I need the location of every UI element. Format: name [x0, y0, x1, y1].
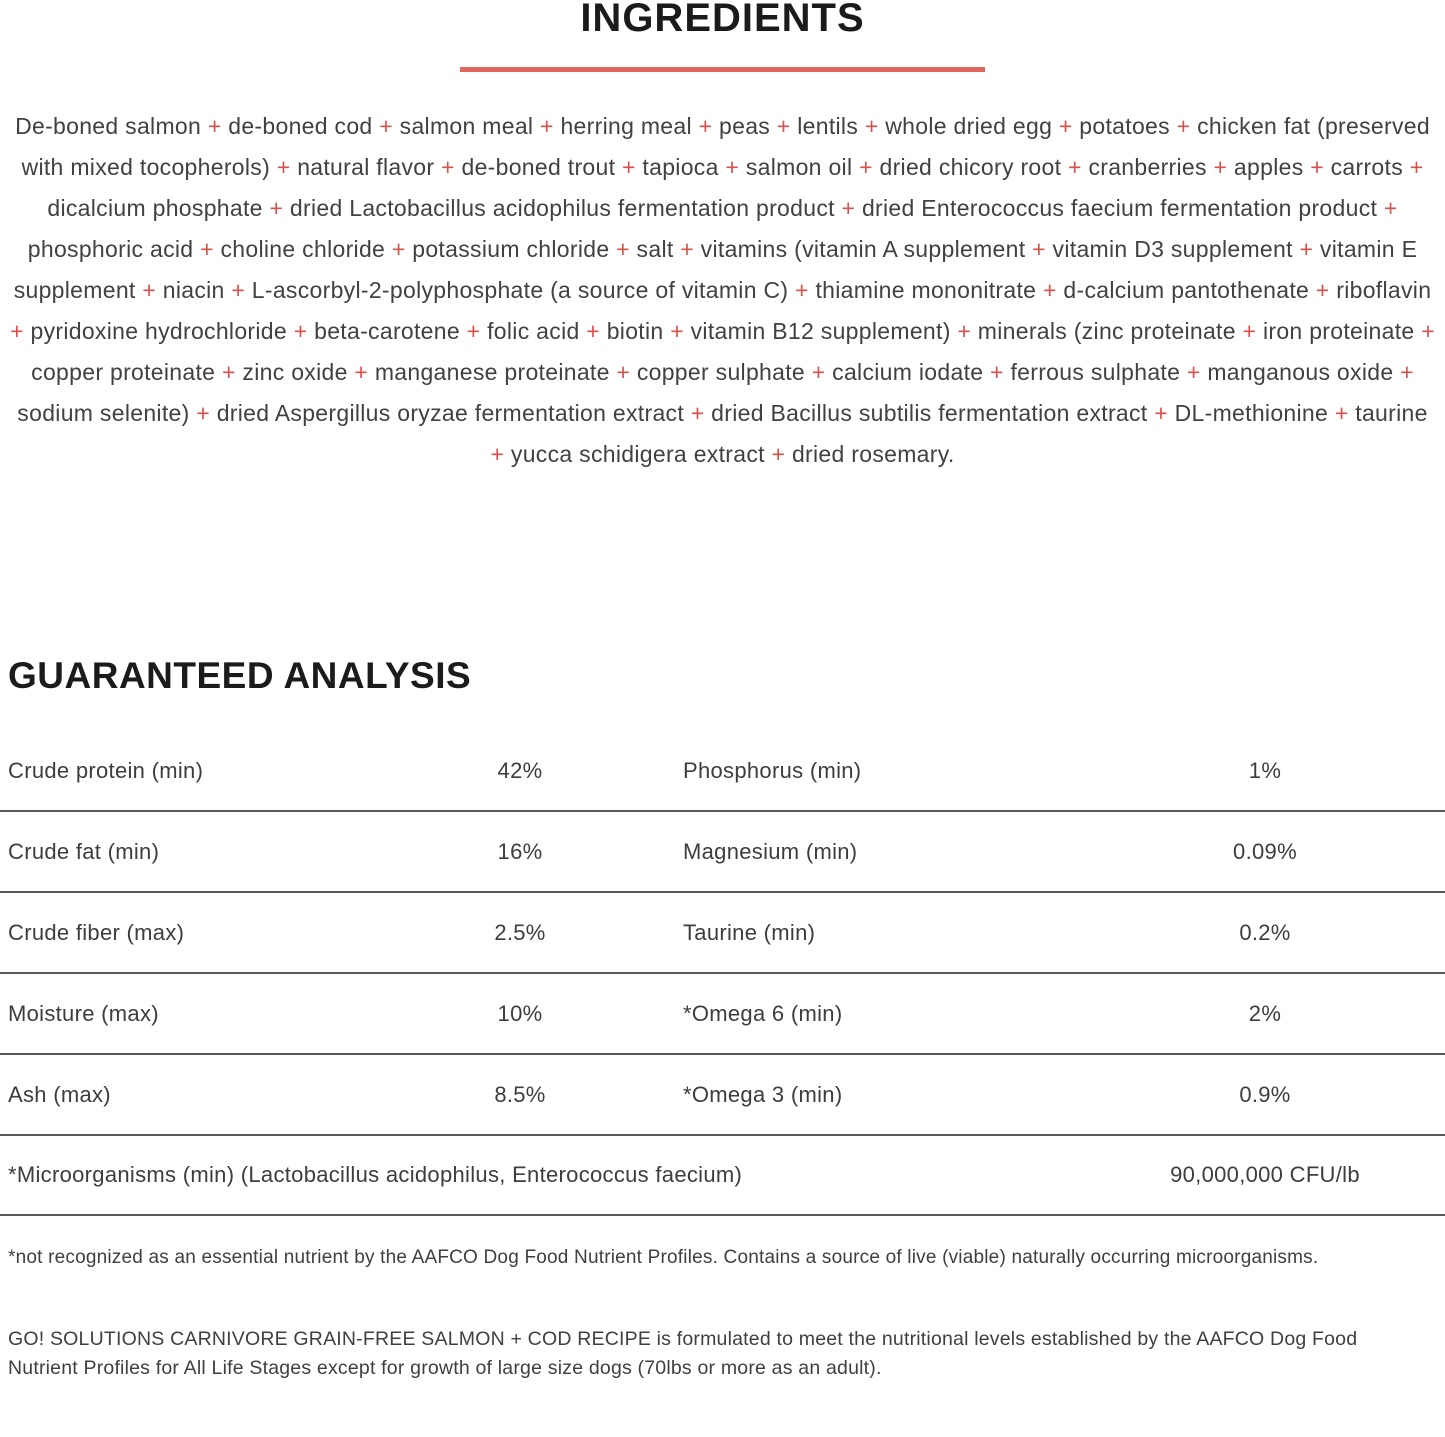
ingredients-section	[0, 0, 1445, 475]
ingredient-item: phosphoric acid	[27, 236, 194, 262]
plus-icon: +	[1180, 359, 1208, 385]
ingredient-item: vitamin B12 supplement)	[690, 318, 951, 344]
plus-icon: +	[215, 359, 243, 385]
plus-icon: +	[579, 318, 607, 344]
plus-icon: +	[1147, 400, 1175, 426]
ingredient-item: apples	[1233, 154, 1304, 180]
plus-icon: +	[1292, 236, 1320, 262]
nutrient-label: Crude fat (min)	[8, 838, 160, 864]
ingredient-item: vitamin D3 supplement	[1052, 236, 1293, 262]
ingredient-item: whole dried egg	[885, 113, 1053, 139]
plus-icon: +	[663, 318, 691, 344]
plus-icon: +	[1206, 154, 1234, 180]
plus-icon: +	[1328, 400, 1356, 426]
plus-icon: +	[1377, 195, 1398, 221]
plus-icon: +	[1036, 277, 1064, 303]
nutrient-label: *Omega 6 (min)	[683, 1000, 843, 1026]
ingredients-title: INGREDIENTS	[580, 0, 865, 40]
ingredient-item: herring meal	[560, 113, 692, 139]
nutrient-label: Magnesium (min)	[683, 838, 858, 864]
ingredient-item: biotin	[606, 318, 664, 344]
table-row	[0, 1055, 1445, 1136]
plus-icon: +	[1309, 277, 1337, 303]
ingredient-item: dried Enterococcus faecium fermentation product	[861, 195, 1378, 221]
ingredient-item: riboflavin	[1336, 277, 1432, 303]
ingredient-item: natural flavor	[297, 154, 435, 180]
plus-icon: +	[459, 318, 488, 344]
nutrient-label: Crude protein (min)	[8, 757, 204, 783]
nutrient-label: *Microorganisms (min) (Lactobacillus acidophilus, Enterococcus faecium)	[8, 1162, 743, 1187]
nutrient-value: 0.2%	[1239, 919, 1291, 945]
ingredient-item: tapioca	[642, 154, 719, 180]
plus-icon: +	[1025, 236, 1053, 262]
plus-icon: +	[1061, 154, 1089, 180]
plus-icon: +	[533, 113, 561, 139]
plus-icon: +	[1393, 359, 1414, 385]
ingredient-item: yucca schidigera extract	[510, 441, 765, 467]
ingredient-item: pyridoxine hydrochloride	[30, 318, 287, 344]
analysis-table-body	[0, 731, 1445, 1136]
ingredient-item: De-boned salmon	[15, 113, 202, 139]
ingredient-item: salt	[636, 236, 674, 262]
table-row	[0, 731, 1445, 812]
ingredient-item: de-boned cod	[228, 113, 373, 139]
nutrient-label: Phosphorus (min)	[683, 757, 862, 783]
plus-icon: +	[609, 359, 637, 385]
ingredient-item: zinc oxide	[242, 359, 348, 385]
microorganisms-row	[0, 1136, 1445, 1216]
nutrient-value: 10%	[497, 1000, 543, 1026]
nutrient-value: 90,000,000 CFU/lb	[1170, 1162, 1360, 1187]
ingredient-item: niacin	[162, 277, 225, 303]
plus-icon: +	[950, 318, 978, 344]
nutrient-value: 8.5%	[494, 1081, 546, 1107]
ingredient-item: DL-methionine	[1174, 400, 1329, 426]
ingredient-item: cranberries	[1088, 154, 1207, 180]
ingredient-item: vitamins (vitamin A supplement	[700, 236, 1026, 262]
table-row	[0, 812, 1445, 893]
plus-icon: +	[691, 113, 720, 139]
ingredients-paragraph	[0, 106, 1445, 475]
plus-icon: +	[834, 195, 862, 221]
nutrient-value: 0.9%	[1239, 1081, 1291, 1107]
ingredient-item: manganous oxide	[1207, 359, 1394, 385]
ingredient-item: vitamin E supplement	[13, 236, 1418, 303]
plus-icon: +	[434, 154, 462, 180]
plus-icon: +	[805, 359, 833, 385]
ingredient-item: copper proteinate	[31, 359, 216, 385]
nutrient-label: *Omega 3 (min)	[683, 1081, 843, 1107]
ingredient-item: taurine	[1355, 400, 1428, 426]
ingredient-item: minerals (zinc proteinate	[977, 318, 1236, 344]
nutrient-label: Taurine (min)	[683, 919, 816, 945]
plus-icon: +	[1403, 154, 1424, 180]
plus-icon: +	[615, 154, 643, 180]
nutrient-value: 1%	[1248, 757, 1282, 783]
ingredient-item: calcium iodate	[832, 359, 984, 385]
plus-icon: +	[1235, 318, 1263, 344]
plus-icon: +	[858, 113, 886, 139]
plus-icon: +	[684, 400, 712, 426]
ingredient-item: thiamine mononitrate	[815, 277, 1037, 303]
ingredient-item: d-calcium pantothenate	[1063, 277, 1310, 303]
nutrient-label: Moisture (max)	[8, 1000, 159, 1026]
plus-icon: +	[135, 277, 163, 303]
plus-icon: +	[1414, 318, 1435, 344]
ingredient-item: iron proteinate	[1262, 318, 1415, 344]
ingredient-item: sodium selenite)	[17, 400, 190, 426]
ingredient-item: manganese proteinate	[374, 359, 610, 385]
analysis-table	[0, 731, 1445, 1216]
ingredient-item: choline chloride	[220, 236, 386, 262]
ingredient-item: dicalcium phosphate	[47, 195, 263, 221]
ingredient-item: copper sulphate	[636, 359, 806, 385]
nutrient-label: Crude fiber (max)	[8, 919, 185, 945]
ingredient-item: carrots	[1330, 154, 1404, 180]
nutrient-value: 0.09%	[1233, 838, 1297, 864]
ingredient-item: salmon oil	[745, 154, 853, 180]
nutrient-label: Ash (max)	[8, 1081, 111, 1107]
ingredient-item: ferrous sulphate	[1010, 359, 1181, 385]
plus-icon: +	[385, 236, 413, 262]
plus-icon: +	[193, 236, 221, 262]
plus-icon: +	[770, 113, 798, 139]
ingredient-item: lentils	[797, 113, 859, 139]
plus-icon: +	[1052, 113, 1080, 139]
ingredient-item: salmon meal	[399, 113, 534, 139]
plus-icon: +	[189, 400, 217, 426]
plus-icon: +	[718, 154, 746, 180]
ingredient-item: dried Lactobacillus acidophilus fermentation product	[289, 195, 835, 221]
ingredient-item: peas	[719, 113, 771, 139]
guaranteed-analysis-section	[0, 657, 1445, 1383]
ingredient-item: chicken fat (preserved with mixed tocopherols)	[21, 113, 1430, 180]
nutrient-value: 2.5%	[494, 919, 546, 945]
ingredient-item: dried Aspergillus oryzae fermentation extract	[216, 400, 685, 426]
plus-icon: +	[788, 277, 816, 303]
ingredient-item: folic acid	[487, 318, 580, 344]
plus-icon: +	[270, 154, 298, 180]
plus-icon: +	[287, 318, 315, 344]
plus-icon: +	[1303, 154, 1331, 180]
table-row	[0, 974, 1445, 1055]
plus-icon: +	[224, 277, 252, 303]
ingredient-item: dried chicory root	[879, 154, 1062, 180]
plus-icon: +	[1169, 113, 1198, 139]
plus-icon: +	[673, 236, 701, 262]
plus-icon: +	[764, 441, 792, 467]
nutrient-value: 16%	[497, 838, 543, 864]
guaranteed-analysis-title: GUARANTEED ANALYSIS	[8, 655, 472, 696]
ingredient-item: L-ascorbyl-2-polyphosphate (a source of vitamin C)	[251, 277, 789, 303]
plus-icon: +	[852, 154, 880, 180]
ingredient-item: de-boned trout	[461, 154, 616, 180]
ingredient-item: potatoes	[1079, 113, 1170, 139]
plus-icon: +	[609, 236, 637, 262]
ingredient-item: beta-carotene	[314, 318, 460, 344]
aafco-footnote: *not recognized as an essential nutrient by the AAFCO Dog Food Nutrient Profiles. Contains a source of live (viable) naturally occurring microorganisms.	[8, 1247, 1319, 1268]
plus-icon: +	[490, 441, 511, 467]
ingredient-item: dried rosemary.	[791, 441, 955, 467]
plus-icon: +	[983, 359, 1011, 385]
plus-icon: +	[262, 195, 290, 221]
nutrient-value: 42%	[497, 757, 543, 783]
table-row	[0, 893, 1445, 974]
ingredient-item: potassium chloride	[412, 236, 610, 262]
plus-icon: +	[372, 113, 400, 139]
aafco-statement: GO! SOLUTIONS CARNIVORE GRAIN-FREE SALMON + COD RECIPE is formulated to meet the nutritional levels established by the AAFCO Dog Food Nutrient Profiles for All Life Stages except for growth of large size dogs (70lbs or more as an adult).	[8, 1328, 1358, 1379]
plus-icon: +	[347, 359, 375, 385]
title-underline-divider	[460, 67, 985, 72]
ingredient-item: dried Bacillus subtilis fermentation extract	[711, 400, 1148, 426]
nutrient-value: 2%	[1248, 1000, 1282, 1026]
plus-icon: +	[10, 318, 31, 344]
plus-icon: +	[201, 113, 229, 139]
